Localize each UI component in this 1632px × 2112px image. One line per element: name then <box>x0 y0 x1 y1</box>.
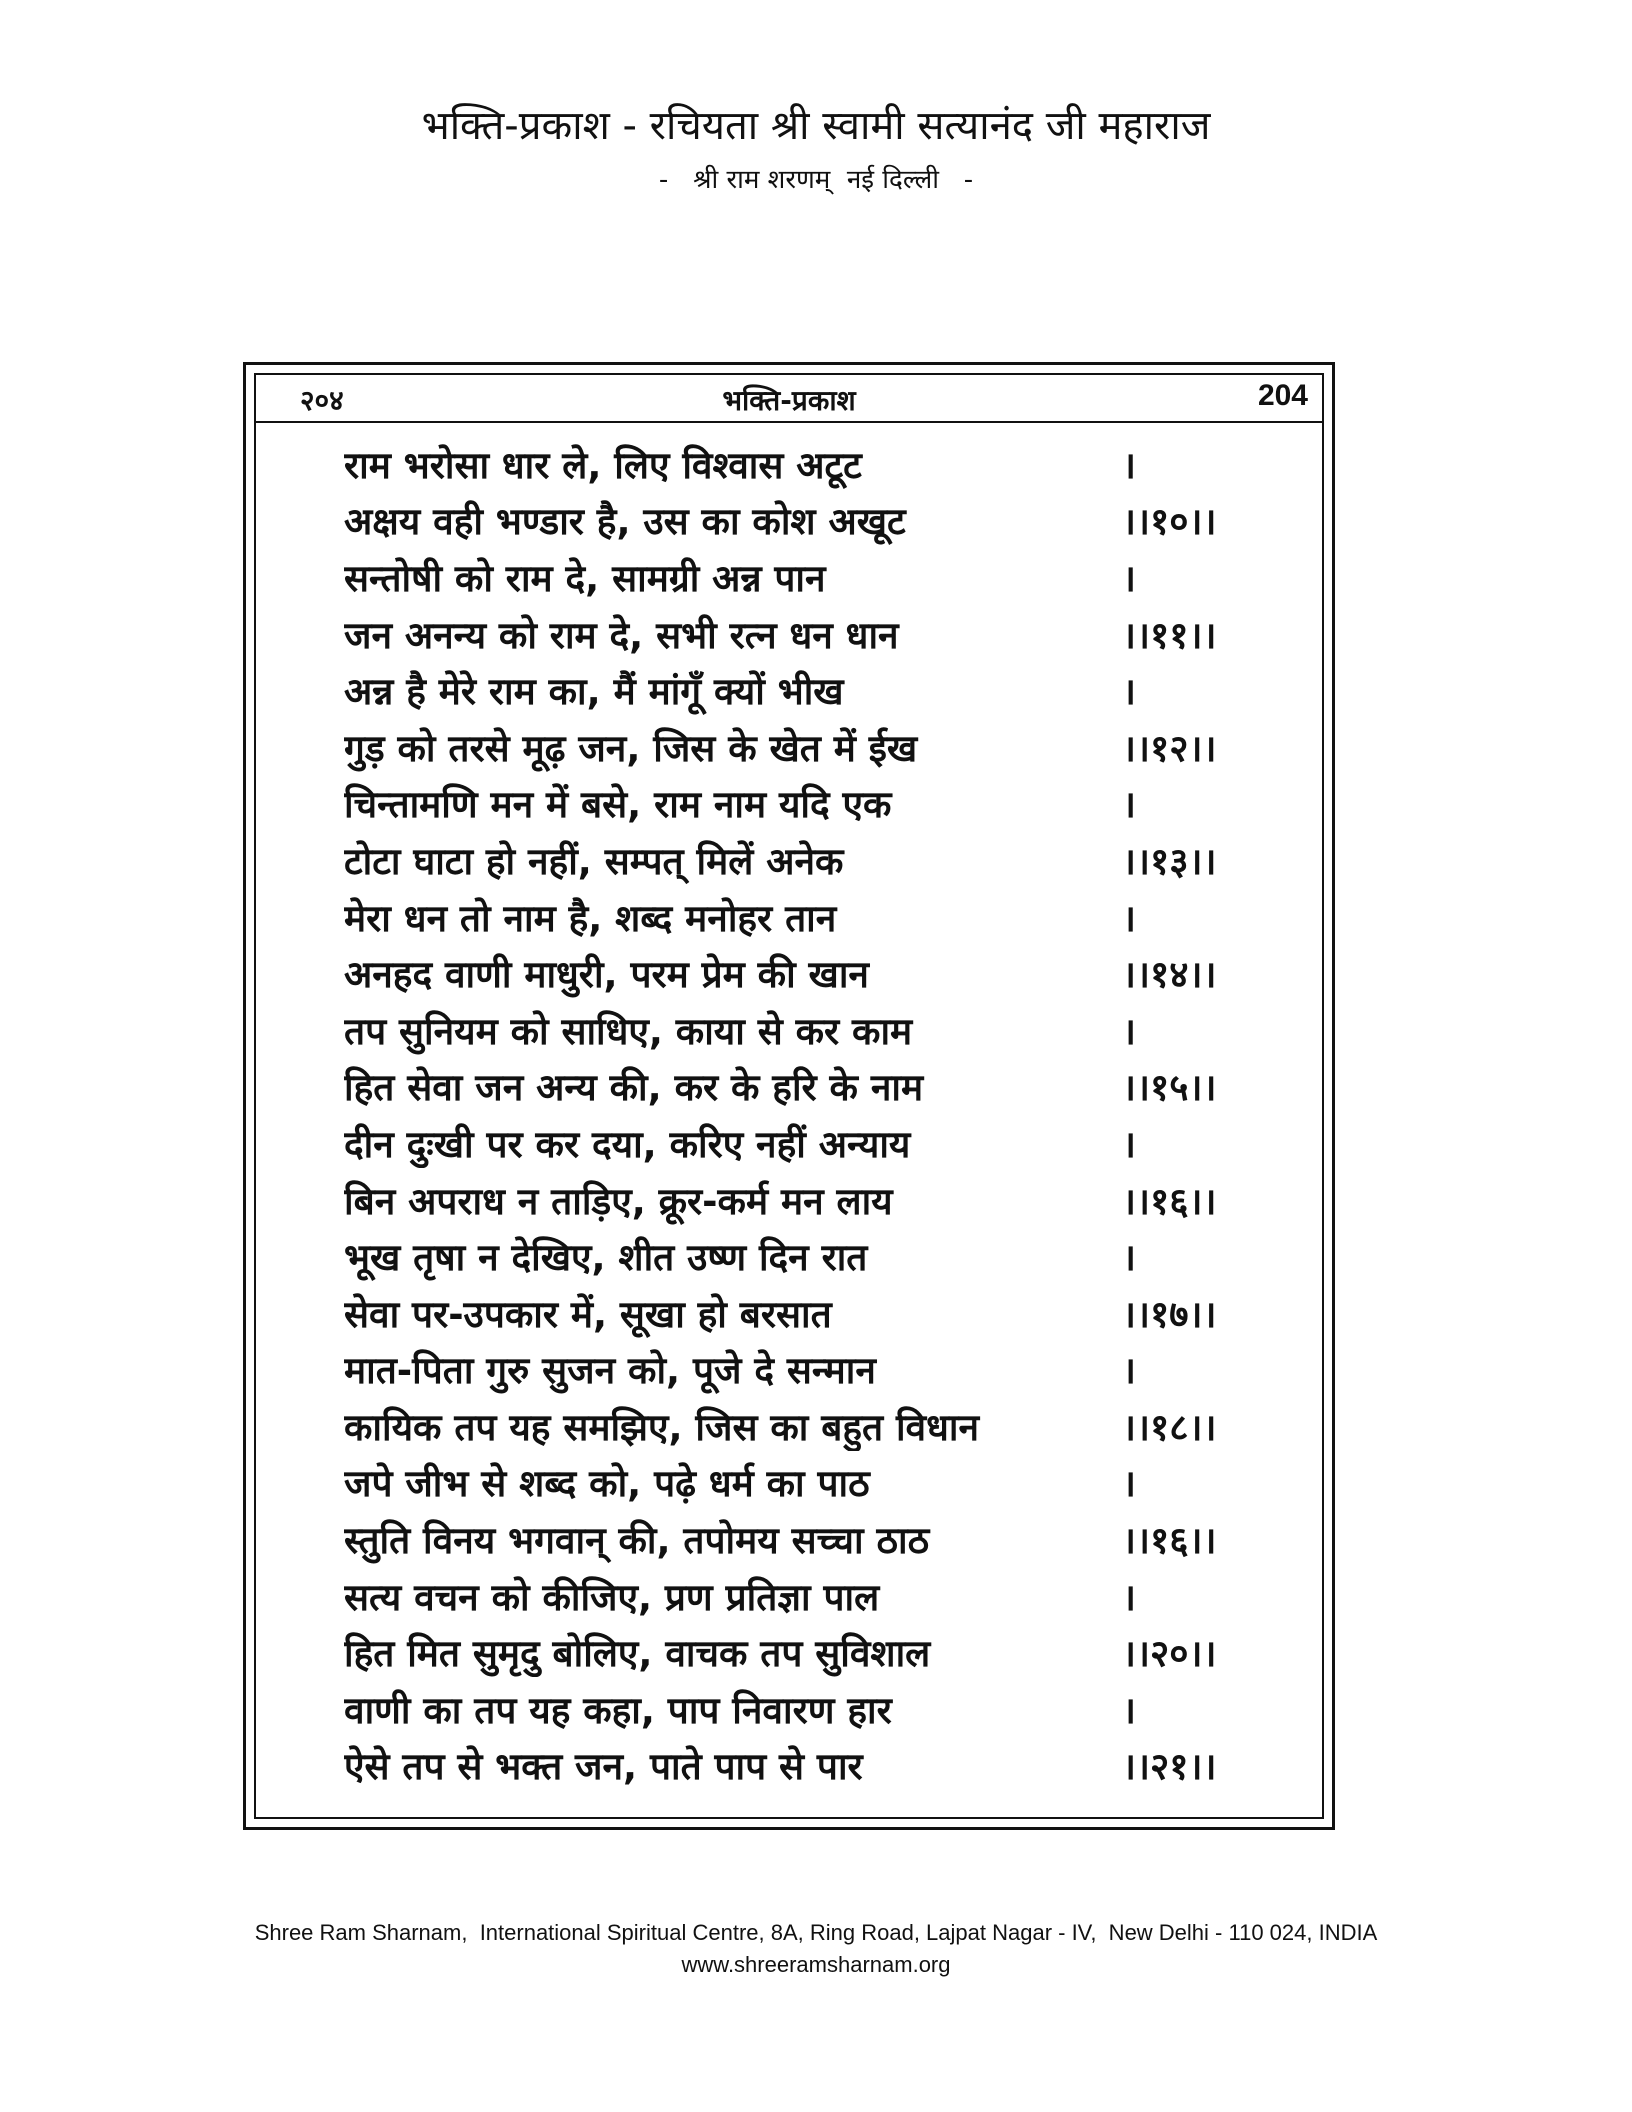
verse-number-mark: ।।२०।। <box>1122 1632 1217 1676</box>
footer-website: www.shreeramsharnam.org <box>681 1952 951 1977</box>
verse-number-mark: । <box>1122 1009 1137 1053</box>
verse-line <box>344 1623 1302 1680</box>
verse-line <box>344 492 1302 549</box>
verse-number-mark: ।।२१।। <box>1122 1745 1217 1789</box>
page-inner-frame <box>254 373 1324 1819</box>
verse-number-mark: ।।१४।। <box>1122 953 1217 997</box>
verse-number-mark: । <box>1122 783 1137 827</box>
verse-line <box>344 605 1302 662</box>
verse-line <box>344 1510 1302 1567</box>
verse-number-mark: । <box>1122 556 1137 600</box>
document-subtitle: - श्री राम शरणम् नई दिल्ली - <box>658 165 974 195</box>
verse-line <box>344 661 1302 718</box>
verse-line <box>344 888 1302 945</box>
verse-text: हित सेवा जन अन्य की, कर के हरि के नाम <box>344 1066 924 1110</box>
verse-text: दीन दुःखी पर कर दया, करिए नहीं अन्याय <box>344 1122 911 1166</box>
verse-number-mark: ।।१६।। <box>1122 1179 1217 1223</box>
page-number-hindi: २०४ <box>300 384 344 417</box>
verse-text: गुड़ को तरसे मूढ़ जन, जिस के खेत में ईख <box>344 726 918 770</box>
verse-number-mark: । <box>1122 1688 1137 1732</box>
verse-line <box>344 548 1302 605</box>
verse-number-mark: । <box>1122 1575 1137 1619</box>
verse-number-mark: । <box>1122 1349 1137 1393</box>
verse-text: सन्तोषी को राम दे, सामग्री अन्न पान <box>344 556 826 600</box>
verse-number-mark: । <box>1122 1122 1137 1166</box>
verse-text: मेरा धन तो नाम है, शब्द मनोहर तान <box>344 896 837 940</box>
verse-line <box>344 775 1302 832</box>
page-header-bar <box>256 375 1322 423</box>
verse-line <box>344 1001 1302 1058</box>
verse-text: सत्य वचन को कीजिए, प्रण प्रतिज्ञा पाल <box>344 1575 880 1619</box>
verse-text: राम भरोसा धार ले, लिए विश्वास अटूट <box>344 443 862 487</box>
verse-text: हित मित सुमृदु बोलिए, वाचक तप सुविशाल <box>344 1632 931 1676</box>
verse-line <box>344 1058 1302 1115</box>
verse-number-mark: ।।१२।। <box>1122 726 1217 770</box>
verse-text: टोटा घाटा हो नहीं, सम्पत् मिलें अनेक <box>344 839 844 883</box>
page-frame <box>243 362 1335 1830</box>
verse-text: तप सुनियम को साधिए, काया से कर काम <box>344 1009 913 1053</box>
verse-number-mark: ।।१६।। <box>1122 1519 1217 1563</box>
verse-number-mark: ।।१३।। <box>1122 839 1217 883</box>
verse-text: जपे जीभ से शब्द को, पढ़े धर्म का पाठ <box>344 1462 870 1506</box>
verse-list <box>344 435 1302 1793</box>
verse-line <box>344 1114 1302 1171</box>
verse-number-mark: । <box>1122 1462 1137 1506</box>
verse-number-mark: । <box>1122 443 1137 487</box>
verse-line <box>344 1567 1302 1624</box>
verse-number-mark: । <box>1122 896 1137 940</box>
verse-line <box>344 1227 1302 1284</box>
document-title: भक्ति-प्रकाश - रचियता श्री स्वामी सत्यानंद जी महाराज <box>421 103 1211 149</box>
verse-number-mark: ।।१५।। <box>1122 1066 1217 1110</box>
verse-line <box>344 1284 1302 1341</box>
verse-text: अक्षय वही भण्डार है, उस का कोश अखूट <box>344 500 906 544</box>
verse-line <box>344 1454 1302 1511</box>
verse-line <box>344 435 1302 492</box>
footer-address: Shree Ram Sharnam, International Spiritual Centre, 8A, Ring Road, Lajpat Nagar - IV, New Delhi - 110 024, INDIA <box>254 1920 1378 1945</box>
page-number: 204 <box>1257 379 1308 412</box>
verse-line <box>344 718 1302 775</box>
verse-text: मात-पिता गुरु सुजन को, पूजे दे सन्मान <box>344 1349 876 1393</box>
verse-number-mark: । <box>1122 670 1137 714</box>
verse-line <box>344 944 1302 1001</box>
verse-text: जन अनन्य को राम दे, सभी रत्न धन धान <box>344 613 899 657</box>
verse-text: ऐसे तप से भक्त जन, पाते पाप से पार <box>344 1745 863 1789</box>
verse-line <box>344 1171 1302 1228</box>
verse-text: कायिक तप यह समझिए, जिस का बहुत विधान <box>344 1405 979 1449</box>
verse-text: अनहद वाणी माधुरी, परम प्रेम की खान <box>344 953 869 997</box>
verse-text: स्तुति विनय भगवान् की, तपोमय सच्चा ठाठ <box>344 1519 930 1563</box>
running-title: भक्ति-प्रकाश <box>722 384 856 417</box>
verse-number-mark: । <box>1122 1236 1137 1280</box>
verse-number-mark: ।।११।। <box>1122 613 1217 657</box>
verse-line <box>344 1680 1302 1737</box>
verse-text: अन्न है मेरे राम का, मैं मांगूँ क्यों भीख <box>344 670 844 714</box>
verse-number-mark: ।।१०।। <box>1122 500 1217 544</box>
verse-text: बिन अपराध न ताड़िए, क्रूर-कर्म मन लाय <box>344 1179 893 1223</box>
verse-line <box>344 1737 1302 1794</box>
verse-line <box>344 1341 1302 1398</box>
verse-line <box>344 831 1302 888</box>
verse-line <box>344 1397 1302 1454</box>
verse-number-mark: ।।१८।। <box>1122 1405 1217 1449</box>
verse-number-mark: ।।१७।। <box>1122 1292 1217 1336</box>
verse-text: चिन्तामणि मन में बसे, राम नाम यदि एक <box>344 783 892 827</box>
verse-text: भूख तृषा न देखिए, शीत उष्ण दिन रात <box>344 1236 868 1280</box>
verse-text: वाणी का तप यह कहा, पाप निवारण हार <box>344 1688 892 1732</box>
verse-text: सेवा पर-उपकार में, सूखा हो बरसात <box>344 1292 832 1336</box>
